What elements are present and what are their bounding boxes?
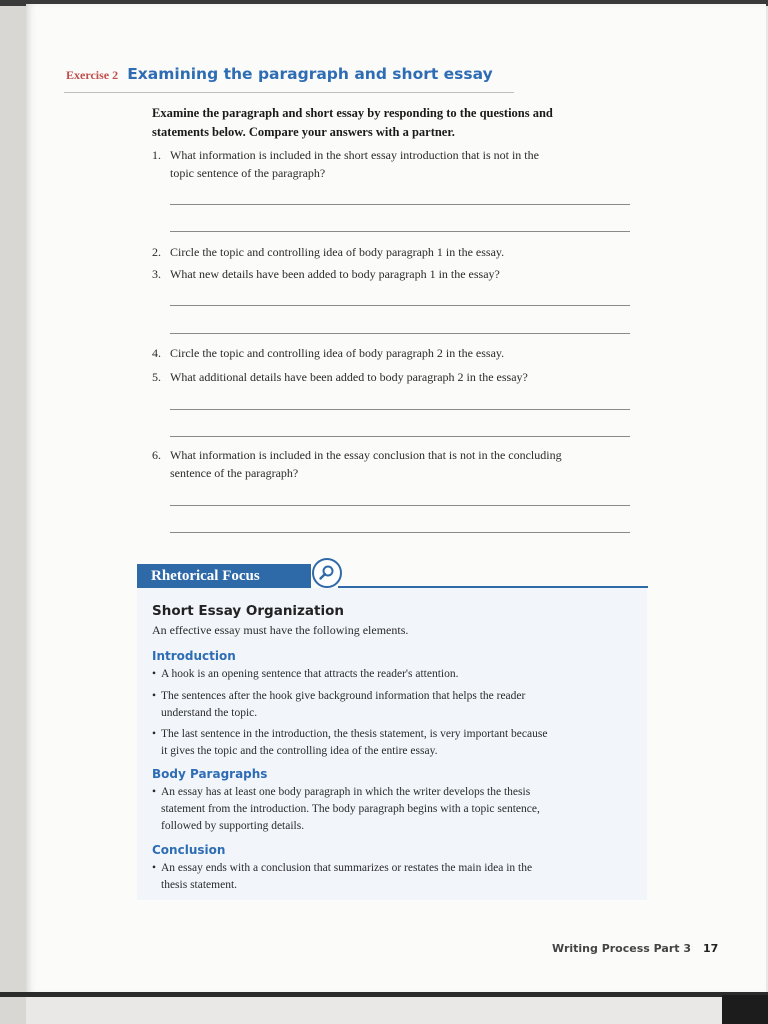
answer-line[interactable] <box>170 305 630 306</box>
bullet-item <box>152 726 632 760</box>
bullet-text-cont: followed by supporting details. <box>161 820 305 832</box>
bullet-text: An essay ends with a conclusion that summarizes or restates the main idea in the <box>161 862 533 874</box>
bullet-text-cont: statement from the introduction. The body paragraph begins with a topic sentence, <box>161 803 540 815</box>
bullet-text-cont: it gives the topic and the controlling idea of the entire essay. <box>161 745 438 757</box>
bullet-item <box>152 688 632 722</box>
question-3 <box>152 265 632 283</box>
question-6 <box>152 446 632 482</box>
answer-line[interactable] <box>170 436 630 437</box>
question-text-cont: topic sentence of the paragraph? <box>170 166 326 180</box>
bullet-text-cont: understand the topic. <box>161 707 258 719</box>
bullet-icon: • <box>152 728 157 740</box>
rhetorical-focus-banner <box>137 564 311 588</box>
bullet-icon: • <box>152 690 157 702</box>
answer-line[interactable] <box>170 532 630 533</box>
question-text: Circle the topic and controlling idea of body paragraph 1 in the essay. <box>170 245 505 259</box>
bullet-icon: • <box>152 668 157 680</box>
book-spine <box>0 0 26 1024</box>
magnifier-icon <box>312 558 342 588</box>
exercise-instructions <box>152 104 622 142</box>
bullet-icon: • <box>152 786 157 798</box>
header-rule <box>64 92 514 93</box>
answer-line[interactable] <box>170 231 630 232</box>
question-number: 4. <box>152 346 161 360</box>
question-text: What new details have been added to body paragraph 1 in the essay? <box>170 267 500 281</box>
conclusion-heading: Conclusion <box>152 843 226 857</box>
answer-line[interactable] <box>170 505 630 506</box>
question-number: 1. <box>152 148 161 162</box>
bullet-icon: • <box>152 862 157 874</box>
bullet-item <box>152 784 632 835</box>
bullet-text: A hook is an opening sentence that attracts the reader's attention. <box>161 668 459 680</box>
page-number: 17 <box>703 942 719 955</box>
exercise-header <box>66 64 493 83</box>
scan-corner <box>722 995 768 1024</box>
question-text: Circle the topic and controlling idea of body paragraph 2 in the essay. <box>170 346 505 360</box>
question-1 <box>152 146 632 182</box>
bullet-text: The sentences after the hook give background information that helps the reader <box>161 690 526 702</box>
scan-bottom-edge <box>0 992 768 997</box>
bullet-item <box>152 860 632 894</box>
body-paragraphs-heading: Body Paragraphs <box>152 767 268 781</box>
bullet-item <box>152 666 632 683</box>
section-subtitle: An effective essay must have the following elements. <box>152 623 409 637</box>
question-number: 6. <box>152 448 161 462</box>
bullet-text: The last sentence in the introduction, the thesis statement, is very important because <box>161 728 548 740</box>
question-number: 5. <box>152 370 161 384</box>
answer-line[interactable] <box>170 204 630 205</box>
bullet-text: An essay has at least one body paragraph in which the writer develops the thesis <box>161 786 531 798</box>
exercise-label: Exercise 2 <box>66 68 119 82</box>
page-footer <box>552 942 718 955</box>
question-text: What information is included in the essay conclusion that is not in the concluding <box>170 448 562 462</box>
instructions-line-1: Examine the paragraph and short essay by responding to the questions and <box>152 106 553 120</box>
answer-line[interactable] <box>170 333 630 334</box>
question-number: 2. <box>152 245 161 259</box>
introduction-heading: Introduction <box>152 649 236 663</box>
question-2 <box>152 243 632 261</box>
answer-line[interactable] <box>170 409 630 410</box>
question-text: What additional details have been added to body paragraph 2 in the essay? <box>170 370 528 384</box>
question-text-cont: sentence of the paragraph? <box>170 466 299 480</box>
question-text: What information is included in the short essay introduction that is not in the <box>170 148 539 162</box>
banner-label: Rhetorical Focus <box>151 568 260 584</box>
section-title: Short Essay Organization <box>152 603 344 619</box>
exercise-title: Examining the paragraph and short essay <box>127 65 493 83</box>
footer-text: Writing Process Part 3 <box>552 942 692 955</box>
question-5 <box>152 368 632 386</box>
banner-rule <box>338 586 648 588</box>
instructions-line-2: statements below. Compare your answers with a partner. <box>152 125 455 139</box>
question-number: 3. <box>152 267 161 281</box>
question-4 <box>152 344 632 362</box>
bullet-text-cont: thesis statement. <box>161 879 238 891</box>
